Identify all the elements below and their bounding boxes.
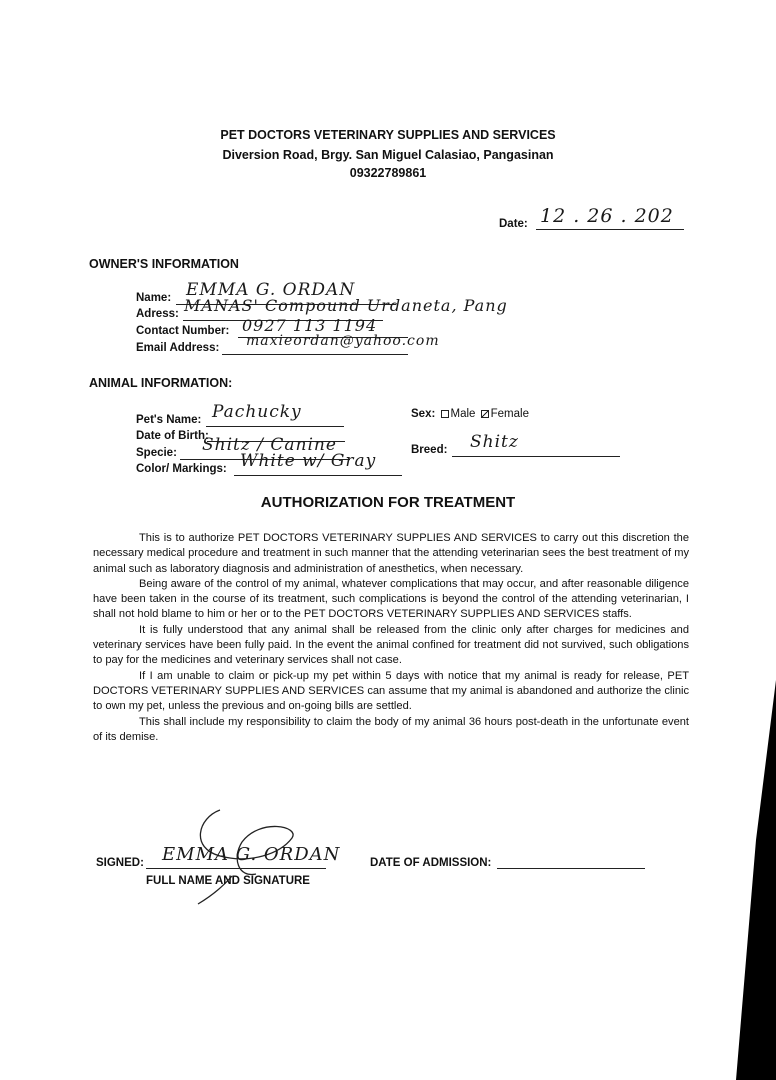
animal-section-title: ANIMAL INFORMATION: (89, 376, 233, 390)
sex-male-checkbox[interactable] (441, 410, 449, 418)
sex-field (411, 408, 529, 420)
authorization-paragraph: If I am unable to claim or pick-up my pet within 5 days with notice that my animal is ready for release, PET DOCTORS VETERINARY SUPPLIES AND SERVICES can assume that my animal is abandoned and authorize the clinic to own my pet, unless the previous and on-going bills are settled. (93, 669, 689, 713)
authorization-body (93, 531, 689, 745)
sex-label: Sex: (411, 408, 436, 420)
specie-value: Shitz / Canine (202, 435, 337, 455)
pet-name-value: Pachucky (212, 402, 302, 422)
owner-name-label: Name: (136, 292, 172, 304)
admission-label: DATE OF ADMISSION: (370, 857, 492, 869)
date-value: 12 . 26 . 202 (540, 205, 674, 227)
color-label: Color/ Markings: (136, 463, 227, 475)
authorization-title: AUTHORIZATION FOR TREATMENT (260, 494, 516, 511)
owner-address-value: MANAS' Compound Urdaneta, Pang (184, 296, 508, 315)
signed-line (146, 868, 326, 869)
owner-address-label: Adress: (136, 308, 179, 320)
signed-value: EMMA G. ORDAN (162, 844, 341, 865)
scan-edge (696, 680, 776, 1080)
company-name: PET DOCTORS VETERINARY SUPPLIES AND SERVICES (220, 128, 556, 142)
owner-contact-value: 0927 113 1194 (242, 316, 378, 335)
signed-label: SIGNED: (96, 857, 144, 869)
company-address: Diversion Road, Brgy. San Miguel Calasiao, Pangasinan (222, 148, 554, 162)
breed-line (452, 456, 620, 457)
breed-value: Shitz (470, 432, 519, 452)
owner-email-value: maxieordan@yahoo.com (246, 333, 440, 349)
owner-email-label: Email Address: (136, 342, 220, 354)
company-phone: 09322789861 (349, 166, 427, 180)
full-name-label: FULL NAME AND SIGNATURE (146, 875, 310, 887)
breed-label: Breed: (411, 444, 448, 456)
dob-label: Date of Birth: (136, 430, 209, 442)
pet-name-line (206, 426, 344, 427)
color-value: White w/ Gray (240, 451, 377, 471)
authorization-paragraph: This shall include my responsibility to claim the body of my animal 36 hours post-death in the unfortunate event of its demise. (93, 715, 689, 743)
owner-name-value: EMMA G. ORDAN (186, 280, 356, 300)
specie-label: Specie: (136, 447, 177, 459)
authorization-paragraph: Being aware of the control of my animal, whatever complications that may occur, and after reasonable diligence have been taken in the course of its treatment, such complications is beyond the control of the attending veterinarian, I shall not hold blame to him or her or to the PET DOCTORS VETERINARY SUPPLIES AND SERVICES staffs. (93, 577, 689, 621)
authorization-paragraph: This is to authorize PET DOCTORS VETERINARY SUPPLIES AND SERVICES to carry out this discretion the necessary medical procedure and treatment in such manner that the attending veterinarian sees the best treatment of my animal such as laboratory diagnosis and administration of anesthetics, when necessary. (93, 532, 689, 575)
date-line (536, 229, 684, 230)
owner-contact-label: Contact Number: (136, 325, 230, 337)
sex-male-label: Male (450, 408, 476, 420)
authorization-paragraph: It is fully understood that any animal shall be released from the clinic only after charges for medicines and veterinary services have been fully paid. In the event the animal confined for treatment did not survived, such obligations to pay for the medicines and veterinary services shall not case. (93, 623, 689, 667)
owner-section-title: OWNER'S INFORMATION (89, 257, 239, 271)
owner-email-line (222, 354, 408, 355)
sex-female-label: Female (490, 408, 529, 420)
pet-name-label: Pet's Name: (136, 414, 202, 426)
sex-female-checkbox[interactable] (481, 410, 489, 418)
color-line (234, 475, 402, 476)
date-label: Date: (499, 218, 528, 230)
admission-line (497, 868, 645, 869)
